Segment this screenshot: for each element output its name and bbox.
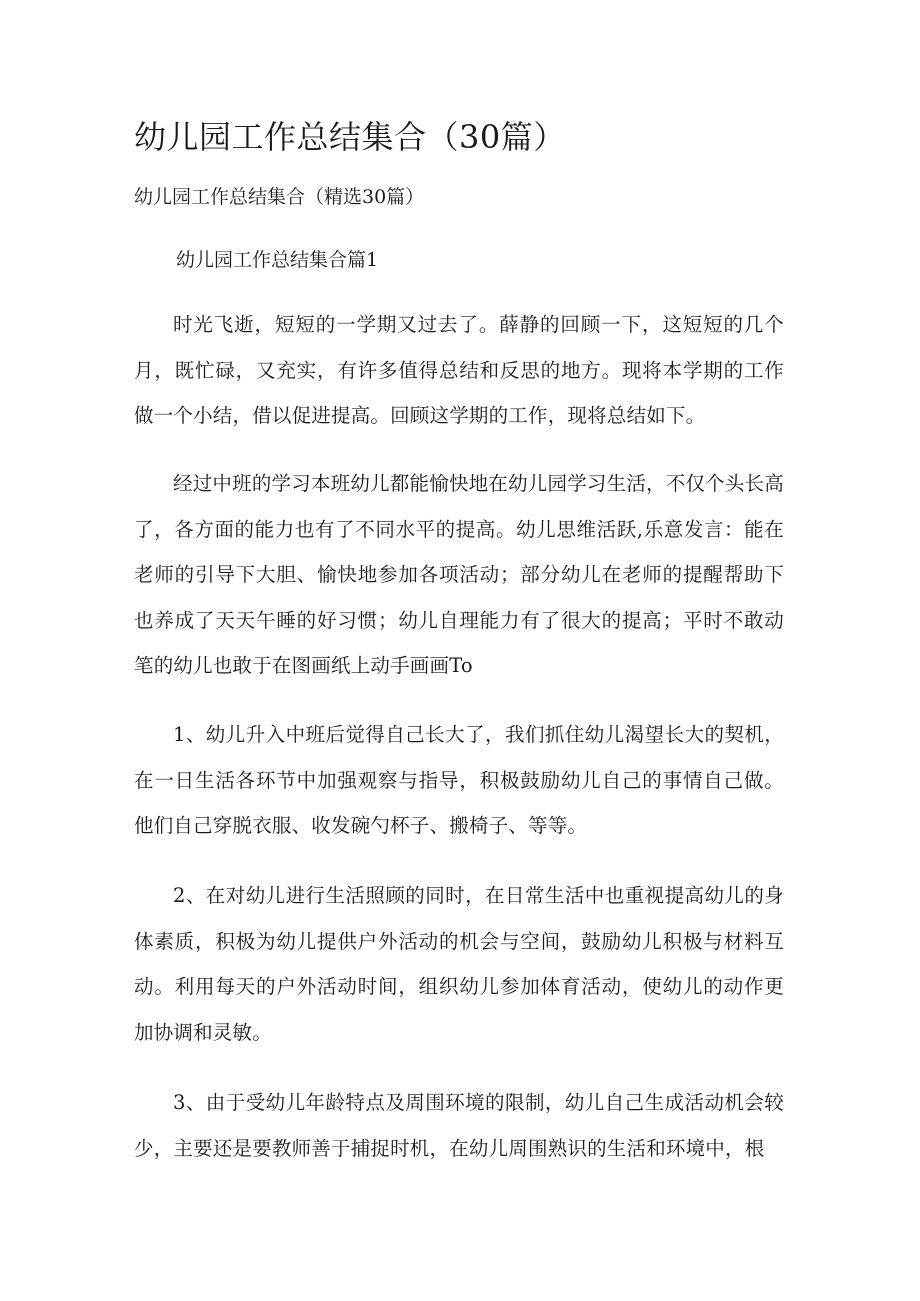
paragraph-item-1: 1、幼儿升入中班后觉得自己长大了，我们抓住幼儿渴望长大的契机，在一日生活各环节中加强观察与指导，积极鼓励幼儿自己的事情自己做。他们自己穿脱衣服、收发碗勺杯子、搬椅子、等等。 [134,723,784,837]
paragraph-item-3: 3、由于受幼儿年龄特点及周围环境的限制，幼儿自己生成活动机会较少，主要还是要教师善于捕捉时机，在幼儿周围熟识的生活和环境中，根 [134,1091,784,1160]
paragraph-progress: 经过中班的学习本班幼儿都能愉快地在幼儿园学习生活，不仅个头长高了，各方面的能力也有了不同水平的提高。幼儿思维活跃,乐意发言：能在老师的引导下大胆、愉快地参加各项活动；部分幼儿在老师的提醒帮助下也养成了天天午睡的好习惯；幼儿自理能力有了很大的提高；平时不敢动笔的幼儿也敢于在图画纸上动手画画To [134,472,784,677]
document-subtitle: 幼儿园工作总结集合（精选30篇） [134,186,425,208]
paragraph-item-2: 2、在对幼儿进行生活照顾的同时，在日常生活中也重视提高幼儿的身体素质，积极为幼儿提供户外活动的机会与空间，鼓励幼儿积极与材料互动。利用每天的户外活动时间，组织幼儿参加体育活动，使幼儿的动作更加协调和灵敏。 [134,884,784,1044]
section-heading: 幼儿园工作总结集合篇1 [176,249,379,271]
paragraph-intro: 时光飞逝，短短的一学期又过去了。薛静的回顾一下，这短短的几个月，既忙碌，又充实，有许多值得总结和反思的地方。现将本学期的工作做一个小结，借以促进提高。回顾这学期的工作，现将总结如下。 [134,313,784,427]
document-title: 幼儿园工作总结集合（30篇） [134,118,566,156]
